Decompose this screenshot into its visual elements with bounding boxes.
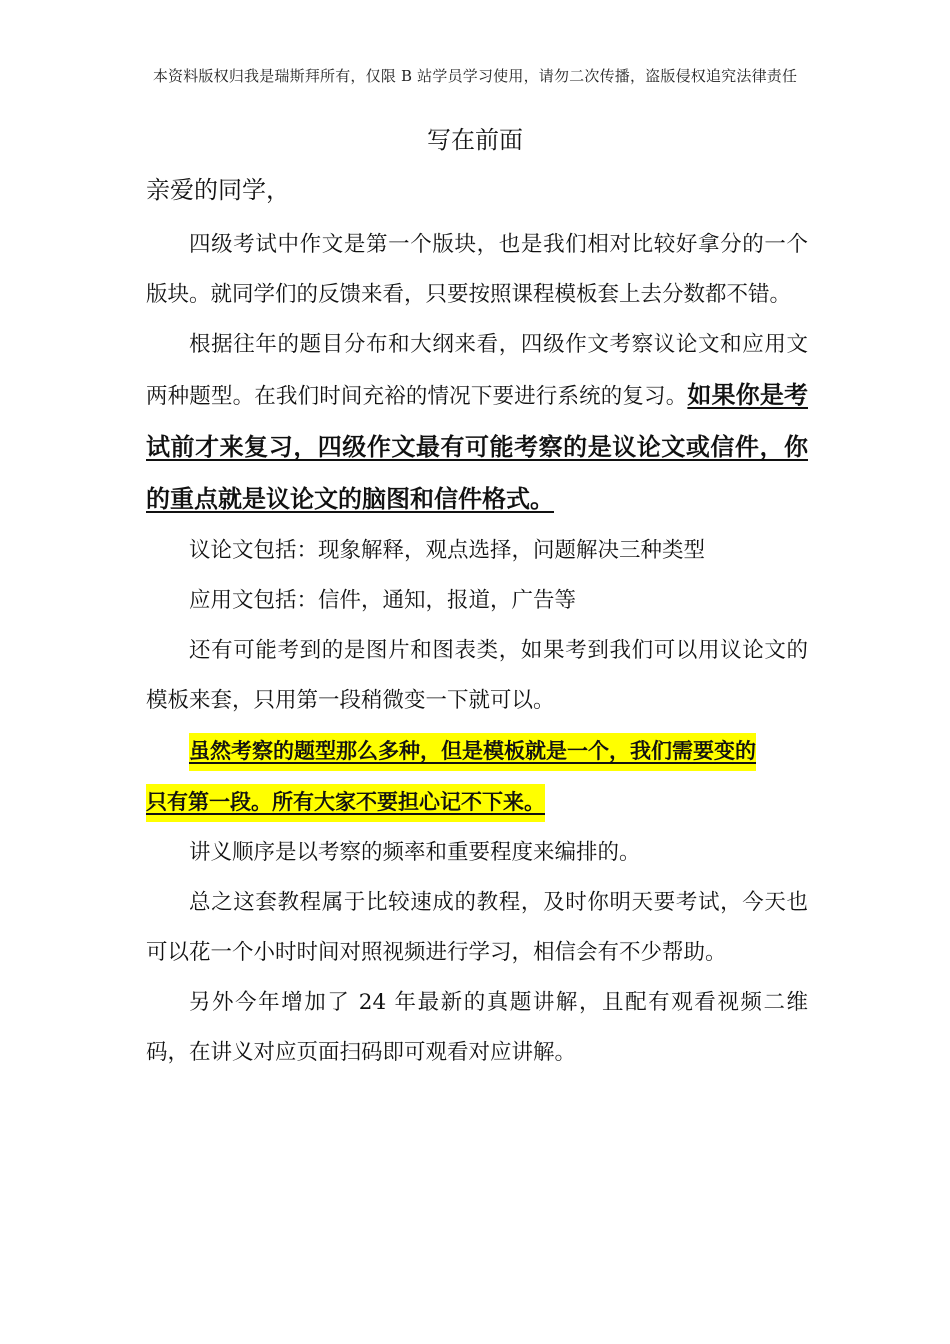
paragraph-7: 讲义顺序是以考察的频率和重要程度来编排的。 bbox=[189, 840, 641, 865]
paragraph-2 bbox=[146, 320, 808, 526]
paragraph-8: 总之这套教程属于比较速成的教程，及时你明天要考试，今天也可以花一个小时时间对照视频进行学习，相信会有不少帮助。 bbox=[146, 890, 808, 965]
greeting: 亲爱的同学， bbox=[146, 176, 290, 204]
paragraph-6-highlight bbox=[146, 726, 808, 828]
paragraph-5: 还有可能考到的是图片和图表类，如果考到我们可以用议论文的模板来套，只用第一段稍微变一下就可以。 bbox=[146, 638, 808, 713]
paragraph-4: 应用文包括：信件，通知，报道，广告等 bbox=[189, 588, 577, 613]
highlight-line-1: 虽然考察的题型那么多种，但是模板就是一个，我们需要变的 bbox=[189, 733, 756, 771]
paragraph-2-emphasis: 如果你是考试前才来复习，四级作文最有可能考察的是议论文或信件，你的重点就是议论文的脑图和信件格式。 bbox=[146, 381, 808, 513]
paragraph-9: 另外今年增加了 24 年最新的真题讲解，且配有观看视频二维码，在讲义对应页面扫码即可观看对应讲解。 bbox=[146, 990, 808, 1065]
document-body bbox=[146, 220, 808, 1078]
paragraph-2-text: 根据往年的题目分布和大纲来看，四级作文考察议论文和应用文两种题型。在我们时间充裕的情况下要进行系统的复习。 bbox=[146, 332, 808, 409]
page-title: 写在前面 bbox=[427, 126, 523, 154]
highlight-line-2: 只有第一段。所有大家不要担心记不下来。 bbox=[146, 784, 545, 822]
paragraph-3: 议论文包括：现象解释，观点选择，问题解决三种类型 bbox=[189, 538, 706, 563]
copyright-notice: 本资料版权归我是瑞斯拜所有，仅限 B 站学员学习使用，请勿二次传播，盗版侵权追究法律责任 bbox=[152, 67, 798, 85]
paragraph-1: 四级考试中作文是第一个版块，也是我们相对比较好拿分的一个版块。就同学们的反馈来看，只要按照课程模板套上去分数都不错。 bbox=[146, 232, 808, 307]
